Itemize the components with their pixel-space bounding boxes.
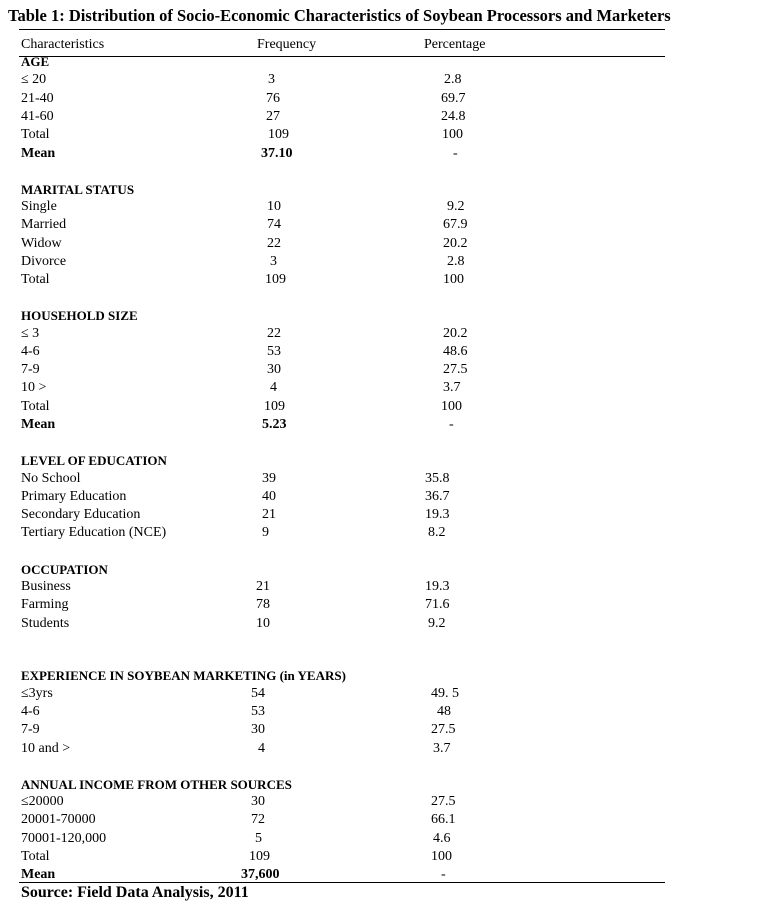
row-percentage: 27.5 <box>443 362 468 377</box>
table-row <box>0 108 763 126</box>
row-label: ≤3yrs <box>21 686 53 701</box>
row-label: Business <box>21 579 71 594</box>
row-percentage: 100 <box>431 849 452 864</box>
row-frequency: 78 <box>256 597 270 612</box>
table-row <box>0 271 763 289</box>
row-label: Widow <box>21 236 62 251</box>
table-row <box>0 685 763 703</box>
row-label: Tertiary Education (NCE) <box>21 525 167 540</box>
row-frequency: 54 <box>251 686 265 701</box>
row-label: Primary Education <box>21 489 127 504</box>
row-frequency: 22 <box>267 236 281 251</box>
table-row <box>0 793 763 811</box>
table-row <box>0 235 763 253</box>
row-label: Mean <box>21 146 56 161</box>
table-row <box>0 398 763 416</box>
row-label: 41-60 <box>21 109 54 124</box>
row-frequency: 72 <box>251 812 265 827</box>
row-percentage: 24.8 <box>441 109 466 124</box>
header-frequency: Frequency <box>257 37 317 52</box>
row-percentage: 67.9 <box>443 217 468 232</box>
row-frequency: 9 <box>262 525 269 540</box>
row-percentage: 3.7 <box>433 741 451 756</box>
row-percentage: 3.7 <box>443 380 461 395</box>
row-label: Total <box>21 849 50 864</box>
section-heading: EXPERIENCE IN SOYBEAN MARKETING (in YEARS) <box>21 668 346 683</box>
table-row <box>0 703 763 721</box>
row-label: Farming <box>21 597 69 612</box>
row-frequency: 53 <box>267 344 281 359</box>
row-label: 10 > <box>21 380 47 395</box>
row-label: Total <box>21 272 50 287</box>
table-row <box>0 830 763 848</box>
header-characteristics: Characteristics <box>21 37 105 52</box>
row-percentage: 35.8 <box>425 471 450 486</box>
row-percentage: - <box>449 417 454 432</box>
table-row <box>0 216 763 234</box>
row-percentage: 20.2 <box>443 236 468 251</box>
row-percentage: 19.3 <box>425 507 450 522</box>
table-row <box>0 253 763 271</box>
row-frequency: 3 <box>270 254 277 269</box>
section-title-income <box>0 776 763 794</box>
table-row <box>0 325 763 343</box>
row-percentage: 36.7 <box>425 489 450 504</box>
table-row <box>0 361 763 379</box>
row-frequency: 5.23 <box>262 417 287 432</box>
row-percentage: 2.8 <box>447 254 465 269</box>
table-row <box>0 848 763 866</box>
section-title-age <box>0 53 763 71</box>
row-frequency: 109 <box>265 272 286 287</box>
bottom-rule <box>19 882 665 883</box>
row-label: Secondary Education <box>21 507 141 522</box>
header-percentage: Percentage <box>424 37 486 52</box>
row-frequency: 40 <box>262 489 276 504</box>
table-row <box>0 488 763 506</box>
row-frequency: 37,600 <box>241 867 280 882</box>
section-heading: ANNUAL INCOME FROM OTHER SOURCES <box>21 777 292 792</box>
row-percentage: 100 <box>443 272 464 287</box>
row-percentage: 71.6 <box>425 597 450 612</box>
table-row <box>0 126 763 144</box>
row-percentage: - <box>453 146 458 161</box>
row-label: 70001-120,000 <box>21 831 107 846</box>
row-frequency: 21 <box>256 579 270 594</box>
row-frequency: 37.10 <box>261 146 293 161</box>
section-title-marital-status <box>0 181 763 199</box>
row-label: Total <box>21 399 50 414</box>
table-row <box>0 343 763 361</box>
row-frequency: 4 <box>270 380 277 395</box>
row-frequency: 39 <box>262 471 276 486</box>
row-frequency: 30 <box>251 722 265 737</box>
row-label: Single <box>21 199 57 214</box>
row-percentage: 9.2 <box>447 199 465 214</box>
row-label: 20001-70000 <box>21 812 96 827</box>
source-note: Source: Field Data Analysis, 2011 <box>21 884 249 901</box>
table-row <box>0 416 763 434</box>
row-percentage: 27.5 <box>431 794 456 809</box>
row-percentage: 9.2 <box>428 616 446 631</box>
table-row <box>0 578 763 596</box>
row-frequency: 27 <box>266 109 280 124</box>
row-frequency: 4 <box>258 741 265 756</box>
table-row <box>0 740 763 758</box>
section-heading: LEVEL OF EDUCATION <box>21 453 167 468</box>
row-percentage: 48.6 <box>443 344 468 359</box>
table-row <box>0 90 763 108</box>
row-percentage: 19.3 <box>425 579 450 594</box>
row-percentage: 100 <box>441 399 462 414</box>
table-row <box>0 71 763 89</box>
section-heading: MARITAL STATUS <box>21 182 135 197</box>
table-row <box>0 145 763 163</box>
section-heading: HOUSEHOLD SIZE <box>21 308 138 323</box>
row-label: Divorce <box>21 254 67 269</box>
row-percentage: 69.7 <box>441 91 466 106</box>
table-row <box>0 506 763 524</box>
row-label: 4-6 <box>21 704 40 719</box>
row-percentage: 4.6 <box>433 831 451 846</box>
section-title-occupation <box>0 561 763 579</box>
table-row <box>0 596 763 614</box>
row-percentage: 66.1 <box>431 812 456 827</box>
row-percentage: 27.5 <box>431 722 456 737</box>
table-row <box>0 615 763 633</box>
row-label: 4-6 <box>21 344 40 359</box>
row-label: 21-40 <box>21 91 54 106</box>
table-row <box>0 811 763 829</box>
row-frequency: 30 <box>267 362 281 377</box>
table-row <box>0 524 763 542</box>
row-percentage: - <box>441 867 446 882</box>
row-label: Students <box>21 616 70 631</box>
row-label: No School <box>21 471 81 486</box>
section-title-education <box>0 452 763 470</box>
row-label: 7-9 <box>21 362 40 377</box>
table-row <box>0 470 763 488</box>
section-title-household-size <box>0 307 763 325</box>
row-frequency: 76 <box>266 91 280 106</box>
row-frequency: 10 <box>267 199 281 214</box>
row-frequency: 22 <box>267 326 281 341</box>
row-percentage: 49. 5 <box>431 686 459 701</box>
row-frequency: 3 <box>268 72 275 87</box>
table-row <box>0 379 763 397</box>
row-percentage: 100 <box>442 127 463 142</box>
row-label: ≤ 3 <box>21 326 40 341</box>
row-percentage: 48 <box>437 704 451 719</box>
row-frequency: 109 <box>268 127 289 142</box>
row-label: 7-9 <box>21 722 40 737</box>
row-frequency: 21 <box>262 507 276 522</box>
row-frequency: 109 <box>249 849 270 864</box>
row-label: ≤20000 <box>21 794 64 809</box>
row-frequency: 30 <box>251 794 265 809</box>
row-frequency: 10 <box>256 616 270 631</box>
table-row <box>0 198 763 216</box>
row-label: ≤ 20 <box>21 72 47 87</box>
section-title-experience <box>0 667 763 685</box>
top-rule <box>19 29 665 30</box>
row-frequency: 53 <box>251 704 265 719</box>
section-heading: OCCUPATION <box>21 562 108 577</box>
row-percentage: 8.2 <box>428 525 446 540</box>
row-label: Total <box>21 127 50 142</box>
row-percentage: 20.2 <box>443 326 468 341</box>
table-title: Table 1: Distribution of Socio-Economic Characteristics of Soybean Processors and Marketers <box>8 6 671 25</box>
row-frequency: 5 <box>255 831 262 846</box>
section-heading: AGE <box>21 54 50 69</box>
table-row <box>0 721 763 739</box>
row-label: Mean <box>21 417 56 432</box>
row-percentage: 2.8 <box>444 72 462 87</box>
row-frequency: 74 <box>267 217 281 232</box>
row-frequency: 109 <box>264 399 285 414</box>
row-label: Mean <box>21 867 56 882</box>
row-label: Married <box>21 217 67 232</box>
row-label: 10 and > <box>21 741 71 756</box>
